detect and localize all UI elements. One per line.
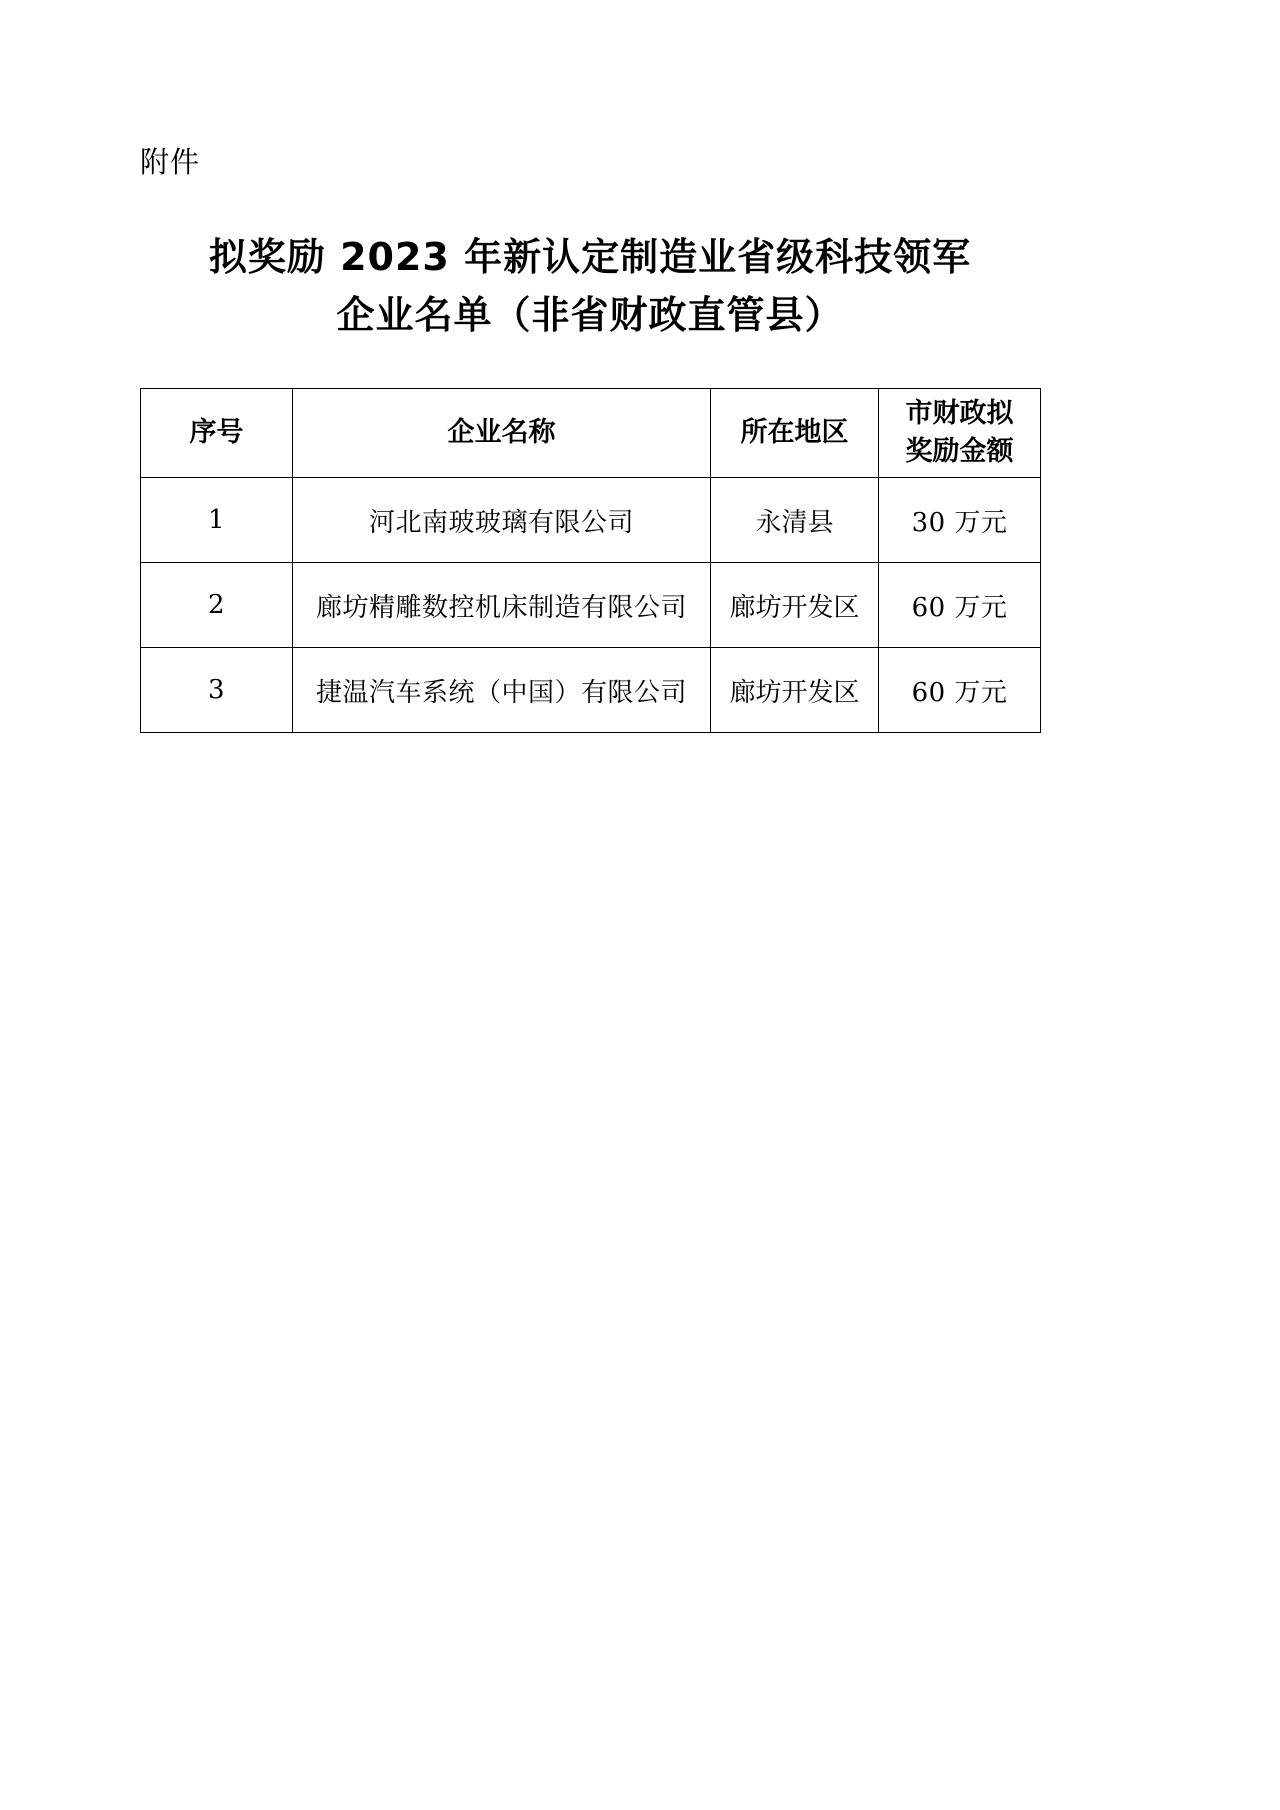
cell-area: 永清县 — [711, 478, 879, 563]
column-header-area: 所在地区 — [711, 389, 879, 478]
cell-company: 廊坊精雕数控机床制造有限公司 — [293, 563, 711, 648]
table-row — [141, 648, 1041, 733]
cell-index: 1 — [141, 478, 293, 563]
cell-amount: 30 万元 — [879, 478, 1041, 563]
column-header-index: 序号 — [141, 389, 293, 478]
cell-amount: 60 万元 — [879, 648, 1041, 733]
page-title-line-1: 拟奖励 2023 年新认定制造业省级科技领军 — [208, 235, 972, 279]
column-header-amount-line-1: 市财政拟 — [905, 398, 1014, 429]
cell-index: 2 — [141, 563, 293, 648]
award-table — [140, 388, 1041, 733]
cell-index: 3 — [141, 648, 293, 733]
cell-area: 廊坊开发区 — [711, 563, 879, 648]
attachment-label: 附件 — [140, 145, 201, 179]
column-header-company: 企业名称 — [293, 389, 711, 478]
table-row — [141, 563, 1041, 648]
cell-amount: 60 万元 — [879, 563, 1041, 648]
cell-company: 捷温汽车系统（中国）有限公司 — [293, 648, 711, 733]
table-header-row — [141, 389, 1041, 478]
column-header-amount — [879, 389, 1041, 478]
page-title — [140, 228, 1040, 344]
table-row — [141, 478, 1041, 563]
cell-area: 廊坊开发区 — [711, 648, 879, 733]
cell-company: 河北南玻玻璃有限公司 — [293, 478, 711, 563]
page-title-line-2: 企业名单（非省财政直管县） — [336, 293, 844, 337]
column-header-amount-line-2: 奖励金额 — [905, 436, 1014, 467]
